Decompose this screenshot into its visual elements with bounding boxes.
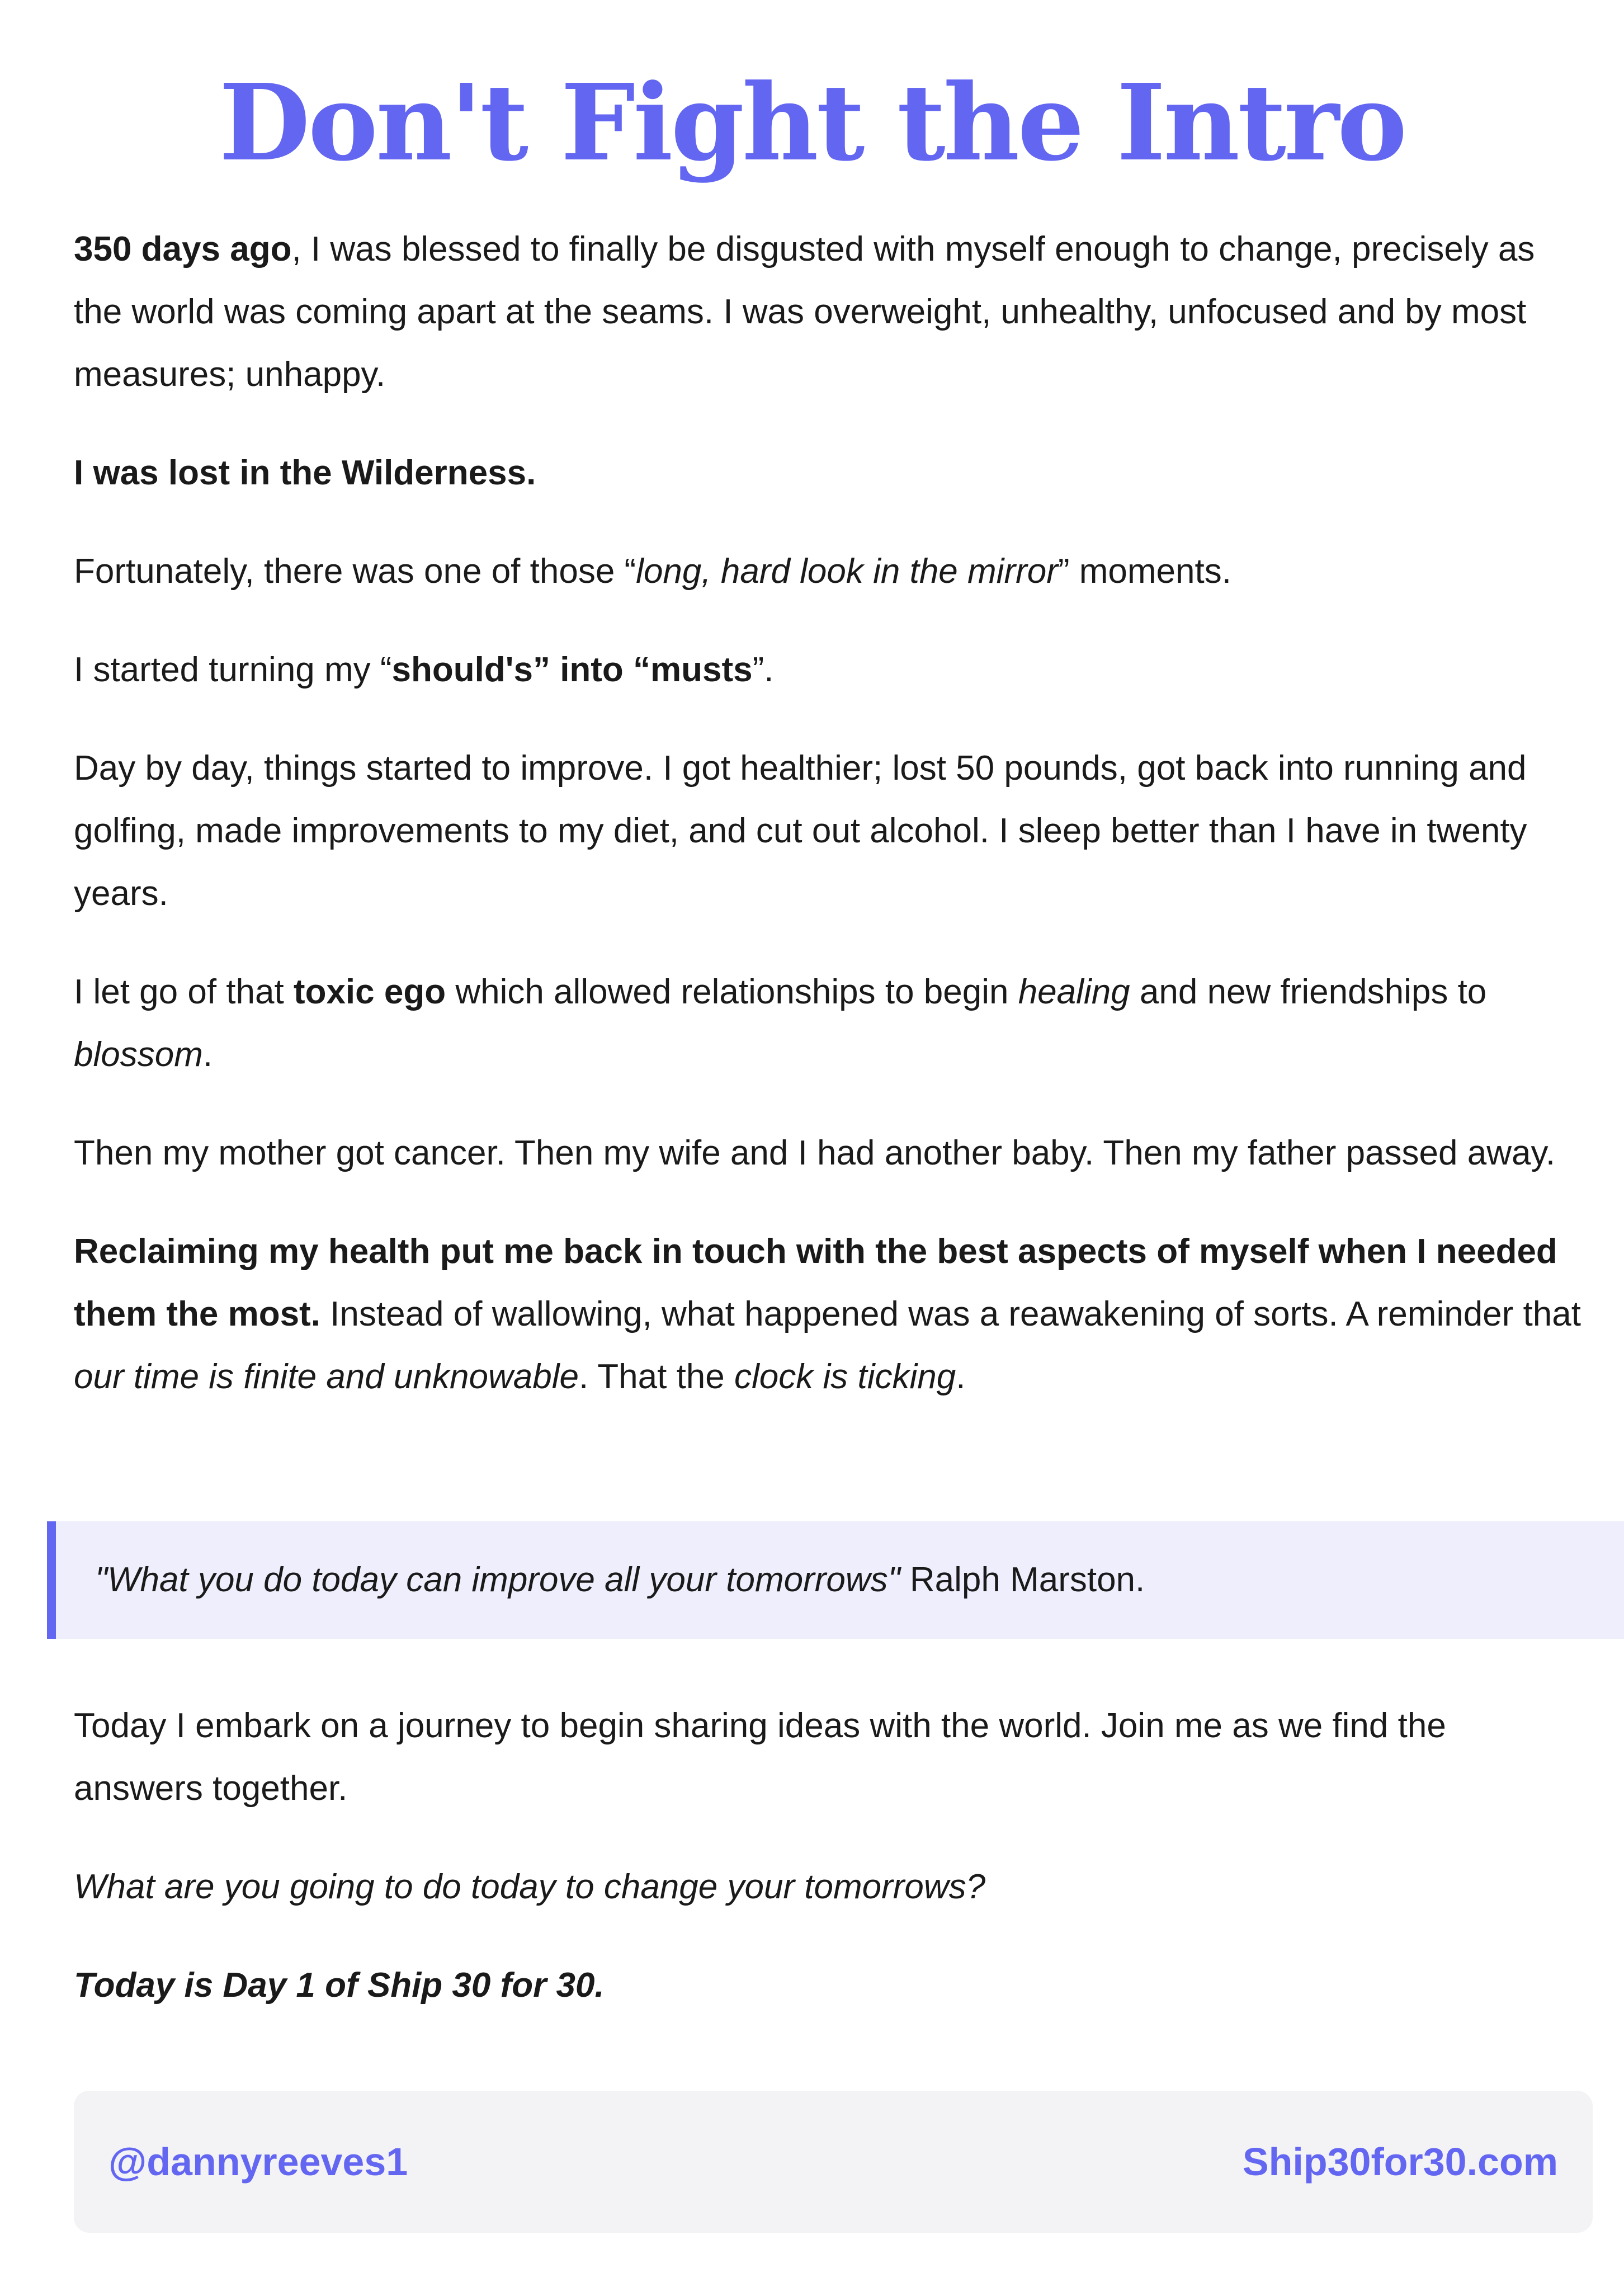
paragraph-text: ”. bbox=[752, 650, 774, 689]
article-closing bbox=[74, 1695, 1584, 2053]
bold-text: I was lost in the Wilderness. bbox=[74, 454, 536, 492]
quote-author: Ralph Marston. bbox=[900, 1560, 1145, 1599]
paragraph-text: Fortunately, there was one of those “ bbox=[74, 552, 636, 591]
article-title: Don't Fight the Intro bbox=[219, 61, 1405, 185]
paragraph-text: I started turning my “ bbox=[74, 650, 392, 689]
author-handle: @dannyreeves1 bbox=[108, 2140, 408, 2184]
paragraph-intro bbox=[74, 218, 1584, 406]
paragraph-text: . bbox=[202, 1035, 213, 1074]
site-link: Ship30for30.com bbox=[1242, 2140, 1558, 2184]
bold-italic-text bbox=[74, 1966, 605, 2005]
paragraph-text: , I was blessed to finally be disgusted with myself enough to change, precisely as the world was coming apart at the seams. I was overweight, unhealthy, unfocused and by most measures; unhappy. bbox=[74, 230, 1535, 394]
paragraph-text: and new friendships to bbox=[1130, 973, 1487, 1011]
paragraph-text: . That the bbox=[578, 1357, 734, 1396]
quote-italic: "What you do today can improve all your tomorrows" bbox=[95, 1560, 900, 1599]
paragraph-wilderness bbox=[74, 442, 1584, 505]
quote-text bbox=[95, 1521, 1145, 1639]
paragraph-improve: Day by day, things started to improve. I got healthier; lost 50 pounds, got back into running and golfing, made improvements to my diet, and cut out alcohol. I sleep better than I have in twenty years. bbox=[74, 749, 1527, 913]
paragraph-reclaim bbox=[74, 1220, 1584, 1408]
italic-text: long, hard look in the mirror bbox=[636, 552, 1058, 591]
paragraph-shoulds bbox=[74, 639, 1584, 701]
paragraph-mirror bbox=[74, 540, 1584, 603]
bold-text: toxic ego bbox=[293, 973, 446, 1011]
article-body bbox=[74, 218, 1584, 1444]
blockquote bbox=[47, 1521, 1624, 1639]
paragraph-text: I let go of that bbox=[74, 973, 294, 1011]
paragraph-text: which allowed relationships to begin bbox=[446, 973, 1018, 1011]
bold-text: 350 days ago bbox=[74, 230, 292, 268]
paragraph-question bbox=[74, 1856, 1584, 1918]
bold-text: Reclaiming my health put me back in touch with the best aspects of myself when I needed them the most. bbox=[74, 1232, 1557, 1333]
bold-text: should's” into “musts bbox=[391, 650, 753, 689]
paragraph-day-one bbox=[74, 1954, 1584, 2017]
paragraph-text: ” moments. bbox=[1058, 552, 1231, 591]
paragraph-text: Instead of wallowing, what happened was a reawakening of sorts. A reminder that bbox=[320, 1295, 1581, 1333]
italic-text: What are you going to do today to change your tomorrows? bbox=[74, 1868, 986, 1906]
paragraph-journey: Today I embark on a journey to begin sharing ideas with the world. Join me as we find the answers together. bbox=[74, 1706, 1446, 1808]
paragraph-text: . bbox=[956, 1357, 966, 1396]
italic-text: our time is finite and unknowable bbox=[74, 1357, 579, 1396]
italic-text: healing bbox=[1018, 973, 1130, 1011]
italic-text: Today is Day 1 of Ship 30 for 30. bbox=[74, 1966, 605, 2005]
paragraph-ego bbox=[74, 961, 1584, 1086]
paragraph-family: Then my mother got cancer. Then my wife and I had another baby. Then my father passed away. bbox=[74, 1134, 1556, 1172]
footer-card bbox=[74, 2091, 1593, 2233]
italic-text: blossom bbox=[74, 1035, 203, 1074]
italic-text: clock is ticking bbox=[734, 1357, 956, 1396]
